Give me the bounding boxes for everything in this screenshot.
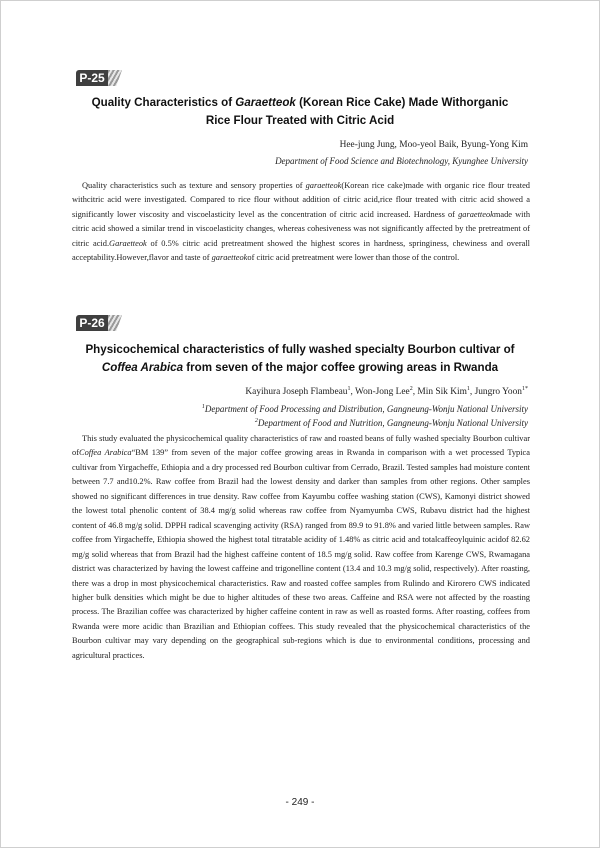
author-name: Kayihura Joseph Flambeau xyxy=(245,387,348,398)
title-part: from seven of the major coffee growing areas in Rwanda xyxy=(183,361,499,374)
title-part: Quality Characteristics of xyxy=(91,96,236,109)
affiliation-text: Department of Food Processing and Distribution, Gangneung-Wonju National University xyxy=(204,404,528,414)
authors-p26: Kayihura Joseph Flambeau$^1$, Won-Jong Lee$^2$, Min Sik Kim$^1$, Jungro Yoon$^{1*}$ xyxy=(245,386,528,398)
author-affiliation-mark: 1* xyxy=(522,386,528,392)
title-italic-part: Coffea Arabica xyxy=(101,361,184,374)
title-line-2 xyxy=(70,359,530,377)
badge-label: P-26 xyxy=(76,315,108,331)
badge-label: P-25 xyxy=(76,70,108,86)
badge-stripes xyxy=(108,315,122,331)
page-number: - 249 - xyxy=(285,797,315,808)
affiliation-mark: 1 xyxy=(201,404,205,410)
authors-p25: Hee-jung Jung, Moo-yeol Baik, Byung-Yong Kim xyxy=(339,140,528,150)
abstract-text: “BM 139” from seven of the major coffee growing areas in Rwanda in comparison with a wet processed Typica cultivar from Yirgacheffe, Ethiopia and a dry processed red Bourbon cultivar from Cerrado, Brazil. Tested samples had moisture content between 7.7 and10.2%. Raw coffee from Brazil had the lowest density and darker than samples from other regions. Other samples showed no significant differences in true density. Raw coffee from Kayumbu coffee washing station (CWS), Kamonyi district showed the lowest total phenolic content of 38.4 mg/g solid whereas raw coffee from Nyamyumba CWS, Rubavu district had the highest content of 46.8 mg/g solid. DPPH radical scavenging activity (RSA) ranged from 89.9 to 91.8% and varied little between samples. Raw coffee from Yirgacheffe, Ethiopia showed the highest total titratable acidity of 1.48% as citric acid and totalcaffeoylquinic acidof 82.62 mg/g solid whereas that from Brazil had the highest caffeine content of 18.5 mg/g solid. Raw coffee from Karenge CWS, Rwamagana district was characterized by having the lowest caffeine and trigonelline content (13.4 and 10.3 mg/g solid, respectively). After roasting, there was a drop in most physicochemical characteristics. Raw and roasted coffee samples from Rulindo and Kirorero CWS indicated higher bulk densities which might be due to higher altitudes of these two areas. Caffeine and RSA were not affected by the roasting process. The Brazilian coffee was characterized by higher caffeine content in raw as well as roasted forms. After roasting, coffees from Rwanda were more acidic than Brazilian and Ethiopian coffees. This study revealed that the physicochemical characteristics of the Bourbon cultivar may vary depending on the geographical sub-regions which is due to environmental conditions, processing and agricultural practices. xyxy=(72,448,530,660)
abstract-italic-term: garaetteok xyxy=(211,253,248,263)
paper-title-p26 xyxy=(70,341,530,377)
paper-title-p25 xyxy=(70,94,530,130)
abstract-italic-term: Coffea Arabica xyxy=(78,448,132,458)
abstract-text: (Korean rice cake)made with organic rice flour treated withcitric acid were investigated. Compared to rice flour without addition of citric acid,rice flour treated with citric acid showed a significantly lower viscosity and viscoelasticity level as the concentration of citric acid increased. Hardness of xyxy=(72,181,530,219)
abstract-text: Quality characteristics such as texture and sensory properties of xyxy=(82,181,306,190)
abstract-italic-term: garaetteok xyxy=(458,209,494,219)
badge-stripes xyxy=(108,70,122,86)
abstract-text: This study evaluated the physicochemical quality characteristics of raw and roasted beans of fully washed specialty Bourbon cultivar of xyxy=(72,434,530,458)
author-affiliation-mark: 1 xyxy=(466,386,470,392)
affiliations-p26 xyxy=(202,402,528,429)
abstract-p26 xyxy=(72,432,530,663)
title-part: (Korean Rice Cake) Made Withorganic xyxy=(295,96,509,109)
author-affiliation-mark: 2 xyxy=(409,386,413,392)
author-name: Won-Jong Lee xyxy=(355,387,410,398)
affiliation-line xyxy=(202,402,528,416)
paper-badge-p26 xyxy=(76,315,122,331)
abstract-text: of 0.5% citric acid pretreatment showed the highest scores in hardness, springiness, chewiness and overall acceptability.However,flavor and taste of xyxy=(72,238,530,263)
abstract-italic-term: garaetteok xyxy=(305,181,342,190)
title-italic-part: Garaetteok xyxy=(235,96,296,109)
author-name: Jungro Yoon xyxy=(474,387,522,398)
abstract-text: of citric acid pretreatment were lower than those of the control. xyxy=(247,253,460,263)
affiliation-p25: Department of Food Science and Biotechnology, Kyunghee University xyxy=(275,156,528,166)
abstract-p25 xyxy=(72,179,530,266)
author-affiliation-mark: 1 xyxy=(347,386,351,392)
affiliation-text: Department of Food and Nutrition, Gangneung-Wonju National University xyxy=(257,417,528,428)
affiliation-mark: 2 xyxy=(254,417,258,424)
affiliation-line xyxy=(202,416,528,430)
author-name: Min Sik Kim xyxy=(417,387,467,398)
abstract-text: made with citric acid showed a similar trend in viscoelasticity changes, whereas cohesiveness was not significantly affected by the pretreatment of citric acid. xyxy=(72,209,531,248)
title-line-2: Rice Flour Treated with Citric Acid xyxy=(205,114,395,127)
title-line-1 xyxy=(70,94,530,112)
paper-badge-p25 xyxy=(76,70,122,86)
abstract-italic-term: Garaetteok xyxy=(109,238,147,248)
title-line-1: Physicochemical characteristics of fully washed specialty Bourbon cultivar of xyxy=(85,343,515,356)
